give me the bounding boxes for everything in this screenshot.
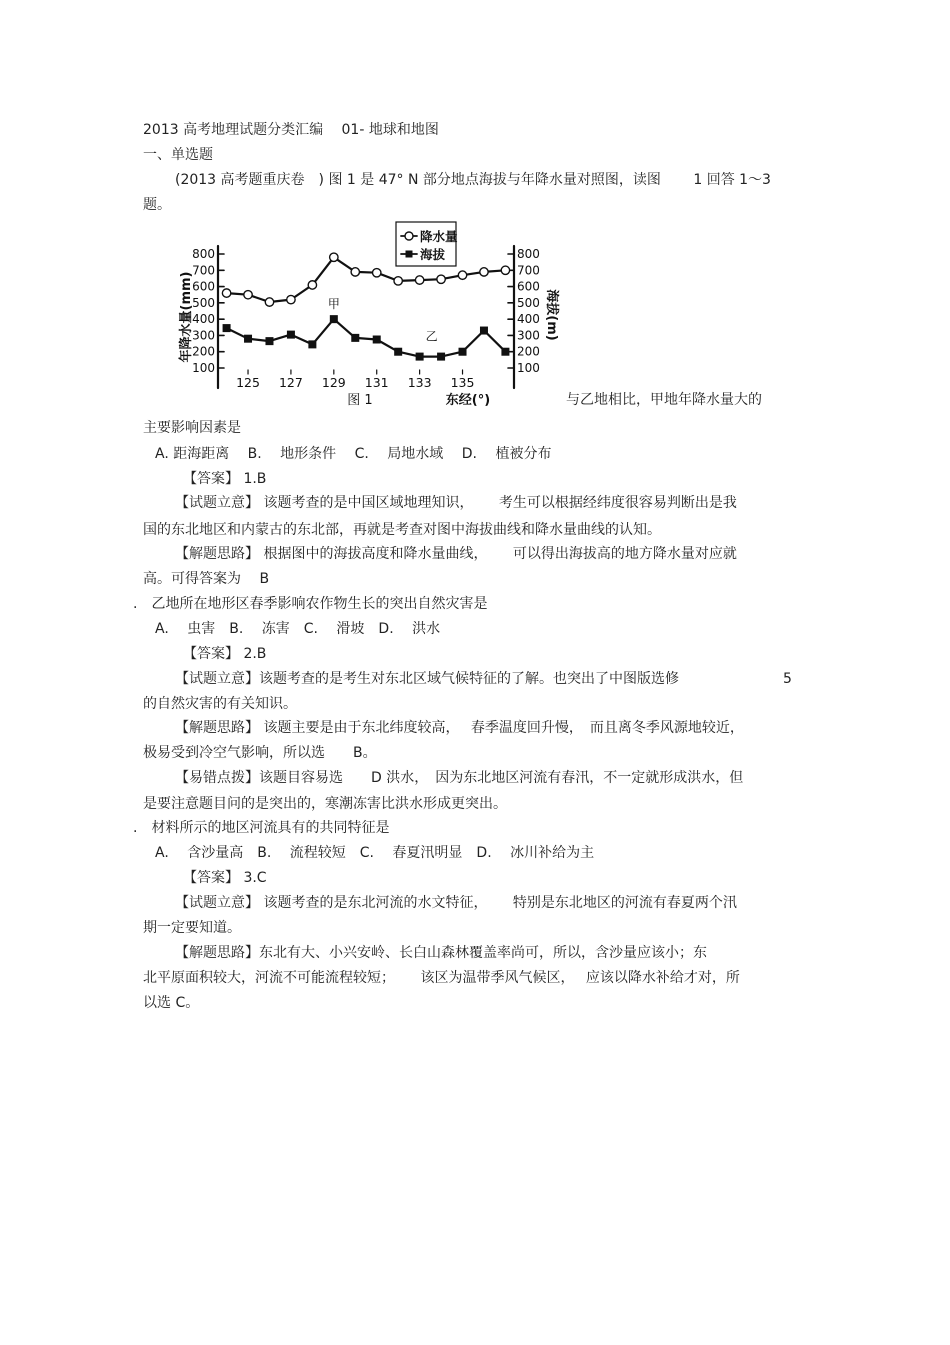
ylabel-left: 年降水量(mm): [179, 271, 194, 363]
q3-idea-3: 以选 C。: [143, 995, 200, 1011]
precip-point: [351, 268, 359, 276]
elev-point: [308, 340, 316, 348]
precip-point: [265, 298, 273, 306]
precip-point: [458, 271, 466, 279]
elev-point: [330, 315, 338, 323]
legend-precip-marker: [405, 232, 413, 240]
ytick-label-right: 500: [517, 295, 540, 310]
precip-point: [222, 289, 230, 297]
precip-point: [480, 268, 488, 276]
ytick-label-left: 100: [192, 361, 215, 375]
q1-idea-1: 【解题思路】 根据图中的海拔高度和降水量曲线， 可以得出海拔高的地方降水量对应就: [175, 546, 737, 562]
q2-intent-1: 【试题立意】该题考查的是考生对东北区域气候特征的了解。也突出了中图版选修: [175, 671, 679, 687]
precip-point: [244, 291, 252, 299]
q3-idea-2: 北平原面积较大，河流不可能流程较短； 该区为温带季风气候区， 应该以降水补给才对，所: [143, 970, 740, 986]
precip-point: [330, 253, 338, 261]
ytick-label-left: 300: [192, 328, 215, 343]
precip-point: [373, 269, 381, 277]
precip-point: [415, 276, 423, 284]
intro-line-2: 题。: [143, 197, 171, 213]
ytick-label-left: 500: [192, 295, 215, 310]
elev-point: [394, 348, 402, 356]
ytick-label-right: 300: [517, 328, 540, 343]
legend-elev-label: 海拔: [420, 247, 446, 262]
elev-point: [265, 337, 273, 345]
q2-intent-num: 5: [783, 671, 792, 687]
ytick-label-left: 700: [192, 263, 215, 278]
ytick-label-right: 400: [517, 312, 540, 327]
ytick-label-right: 800: [517, 247, 540, 261]
precip-point: [437, 275, 445, 283]
precip-point: [287, 295, 295, 303]
q3-intent-2: 期一定要知道。: [143, 920, 241, 936]
elev-point: [223, 324, 231, 332]
ylabel-right: 海拔(m): [544, 289, 559, 341]
q1-stem-b: 主要影响因素是: [143, 420, 241, 436]
q2-tip-1: 【易错点拨】该题目容易选 D 洪水， 因为东北地区河流有春汛，不一定就形成洪水，但: [175, 770, 744, 786]
q1-idea-2: 高。可得答案为 B: [143, 571, 270, 587]
label-yi: 乙: [425, 329, 438, 344]
section-heading: 一、单选题: [143, 147, 213, 163]
q2-idea-2: 极易受到冷空气影响，所以选 B。: [143, 745, 377, 761]
elev-point: [244, 335, 252, 343]
ytick-label-right: 100: [517, 361, 540, 375]
q2-options: A. 虫害 B. 冻害 C. 滑坡 D. 洪水: [155, 621, 441, 637]
elev-point: [416, 353, 424, 361]
ytick-label-left: 800: [192, 247, 215, 261]
ytick-label-right: 600: [517, 279, 540, 294]
q2-intent-2: 的自然灾害的有关知识。: [143, 696, 297, 712]
xtick-label: 127: [278, 375, 303, 390]
elev-point: [373, 336, 381, 344]
xlabel: 东经(°): [445, 393, 491, 408]
q3-answer: 【答案】 3.C: [183, 870, 267, 886]
q2-tip-2: 是要注意题目问的是突出的，寒潮冻害比洪水形成更突出。: [143, 796, 507, 812]
ytick-label-left: 400: [192, 312, 215, 327]
label-jia: 甲: [327, 297, 340, 312]
legend-elev-marker: [406, 251, 413, 258]
ytick-label-right: 700: [517, 263, 540, 278]
chart-caption: 图 1: [347, 393, 373, 408]
precip-point: [394, 277, 402, 285]
xtick-label: 125: [236, 375, 260, 390]
legend-precip-label: 降水量: [420, 229, 458, 244]
ytick-label-left: 200: [192, 344, 215, 359]
q1-options: A. 距海距离 B. 地形条件 C. 局地水域 D. 植被分布: [155, 446, 552, 462]
q2-stem: . 乙地所在地形区春季影响农作物生长的突出自然灾害是: [133, 596, 488, 612]
elev-point: [501, 348, 509, 356]
xtick-label: 135: [450, 375, 475, 390]
figure-1-chart: [168, 218, 563, 408]
xtick-label: 133: [407, 375, 432, 390]
q2-answer: 【答案】 2.B: [183, 646, 267, 662]
elev-point: [437, 353, 445, 361]
elev-point: [287, 331, 295, 339]
precip-point: [501, 266, 509, 274]
q1-intent-1: 【试题立意】 该题考查的是中国区域地理知识， 考生可以根据经纬度很容易判断出是我: [175, 495, 737, 511]
q1-stem-a: 与乙地相比，甲地年降水量大的: [566, 392, 762, 408]
q3-intent-1: 【试题立意】 该题考查的是东北河流的水文特征， 特别是东北地区的河流有春夏两个汛: [175, 895, 737, 911]
q1-intent-2: 国的东北地区和内蒙古的东北部，再就是考查对图中海拔曲线和降水量曲线的认知。: [143, 522, 661, 538]
q2-idea-1: 【解题思路】 该题主要是由于东北纬度较高， 春季温度回升慢， 而且离冬季风源地较近，: [175, 720, 744, 736]
elev-point: [351, 334, 359, 342]
intro-line-1: (2013 高考题重庆卷 ) 图 1 是 47° N 部分地点海拔与年降水量对照图，读图 1 回答 1～3: [175, 172, 771, 188]
q3-idea-1: 【解题思路】东北有大、小兴安岭、长白山森林覆盖率尚可，所以，含沙量应该小；东: [175, 945, 707, 961]
elev-point: [459, 348, 467, 356]
q1-answer: 【答案】 1.B: [183, 471, 267, 487]
q3-stem: . 材料所示的地区河流具有的共同特征是: [133, 820, 390, 836]
doc-title: 2013 高考地理试题分类汇编 01- 地球和地图: [143, 122, 439, 138]
ytick-label-right: 200: [517, 344, 540, 359]
q3-options: A. 含沙量高 B. 流程较短 C. 春夏汛明显 D. 冰川补给为主: [155, 845, 595, 861]
xtick-label: 129: [321, 375, 346, 390]
elev-point: [480, 327, 488, 335]
xtick-label: 131: [364, 375, 389, 390]
ytick-label-left: 600: [192, 279, 215, 294]
precip-point: [308, 281, 316, 289]
